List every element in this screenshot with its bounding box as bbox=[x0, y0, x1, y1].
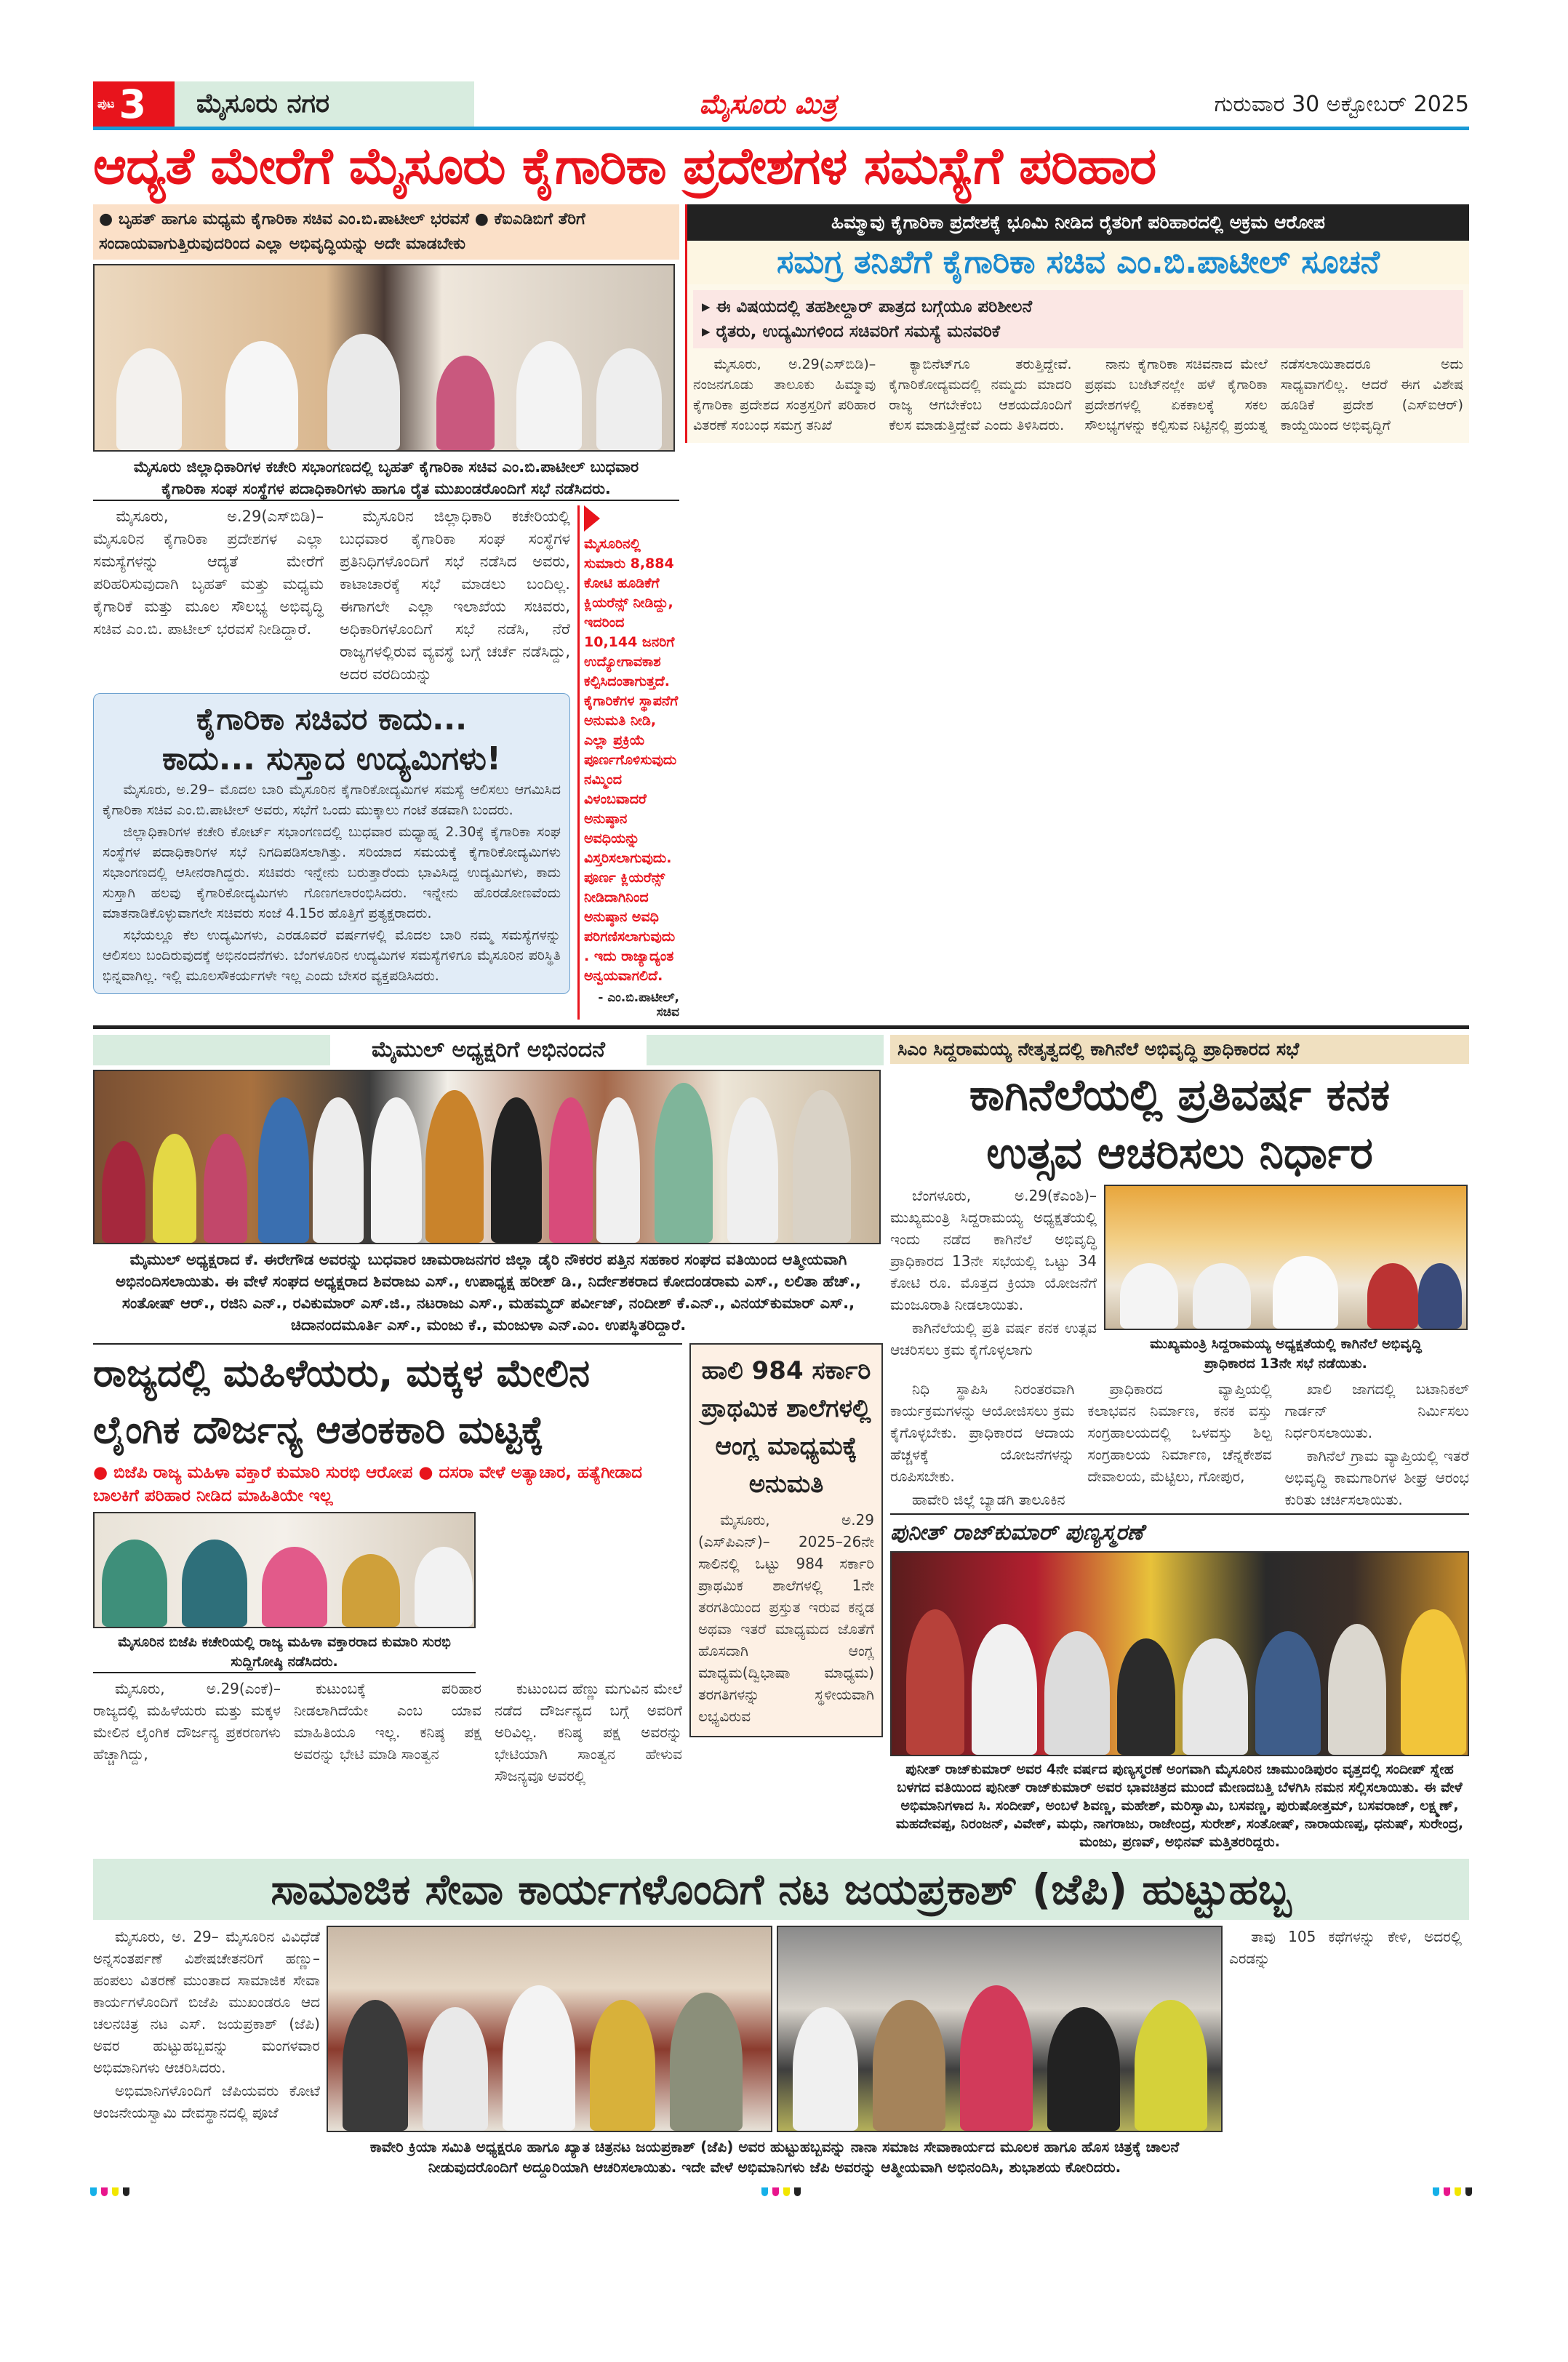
women-deck: ● ಬಿಜೆಪಿ ರಾಜ್ಯ ಮಹಿಳಾ ವಕ್ತಾರೆ ಕುಮಾರಿ ಸುರಭಿ ಆರೋಪ ● ದಸರಾ ವೇಳೆ ಅತ್ಯಾಚಾರ, ಹತ್ಯೆಗೀಡಾದ ಬಾಲಕಿಗೆ ಪರಿಹಾರ ನೀಡಿದ ಮಾಹಿತಿಯೇ ಇಲ್ಲ bbox=[93, 1463, 643, 1505]
schools-paragraph: ಮೈಸೂರು, ಅ.29 (ಎಸ್‌ಪಿಎನ್)– 2025–26ನೇ ಸಾಲಿನಲ್ಲಿ ಒಟ್ಟು 984 ಸರ್ಕಾರಿ ಪ್ರಾಥಮಿಕ ಶಾಲೆಗಳಲ್ಲಿ 1ನೇ ತರಗತಿಯಿಂದ ಪ್ರಸ್ತುತ ಇರುವ ಕನ್ನಡ ಅಥವಾ ಇತರೆ ಮಾಧ್ಯಮದ ಜೊತೆಗೆ ಹೊಸದಾಗಿ ಆಂಗ್ಲ ಮಾಧ್ಯಮ(ದ್ವಿಭಾಷಾ ಮಾಧ್ಯಮ) ತರಗತಿಗಳನ್ನು ಸ್ಥಳೀಯವಾಗಿ ಲಭ್ಯವಿರುವ bbox=[698, 1511, 874, 1725]
jp-body bbox=[93, 1926, 320, 2125]
women-paragraph: ಕುಟುಂಬದ ಹೆಣ್ಣು ಮಗುವಿನ ಮೇಲೆ ನಡೆದ ದೌರ್ಜನ್ಯದ ಬಗ್ಗೆ ಅವರಿಗೆ ಅರಿವಿಲ್ಲ. ಕನಿಷ್ಠ ಪಕ್ಷ ಅವರನ್ನು ಭೇಟಿಯಾಗಿ ಸಾಂತ್ವನ ಹೇಳುವ ಸೌಜನ್ಯವೂ ಅವರಲ್ಲಿ bbox=[495, 1680, 682, 1785]
himmavu-bullet: ▸ ರೈತರು, ಉದ್ಯಮಿಗಳಿಂದ ಸಚಿವರಿಗೆ ಸಮಸ್ಯೆ ಮನವರಿಕೆ bbox=[702, 322, 1000, 341]
jp-headline: ಸಾಮಾಜಿಕ ಸೇವಾ ಕಾರ್ಯಗಳೊಂದಿಗೆ ನಟ ಜಯಪ್ರಕಾಶ್ (ಜೆಪಿ) ಹುಟ್ಟುಹಬ್ಬ bbox=[93, 1859, 1469, 1920]
pullquote-attribution: - ಎಂ.ಬಿ.ಪಾಟೀಲ್, ಸಚಿವ bbox=[598, 990, 679, 1020]
mymul-photo bbox=[93, 1070, 881, 1244]
sidebar-paragraph: ಮೈಸೂರು, ಅ.29– ಮೊದಲ ಬಾರಿ ಮೈಸೂರಿನ ಕೈಗಾರಿಕೋದ್ಯಮಿಗಳ ಸಮಸ್ಯೆ ಆಲಿಸಲು ಆಗಮಿಸಿದ ಕೈಗಾರಿಕಾ ಸಚಿವ ಎಂ.ಬಿ.ಪಾಟೀಲ್ ಅವರು, ಸಭೆಗೆ ಒಂದು ಮುಕ್ಕಾಲು ಗಂಟೆ ತಡವಾಗಿ ಬಂದರು. bbox=[103, 782, 561, 818]
puneeth-caption: ಪುನೀತ್ ರಾಜ್‌ಕುಮಾರ್ ಅವರ 4ನೇ ವರ್ಷದ ಪುಣ್ಯಸ್ಮರಣೆ ಅಂಗವಾಗಿ ಮೈಸೂರಿನ ಚಾಮುಂಡಿಪುರಂ ವೃತ್ತದಲ್ಲಿ ಸಂದೀಪ್ ಸ್ನೇಹ ಬಳಗದ ವತಿಯಿಂದ ಪುನೀತ್ ರಾಜ್‌ಕುಮಾರ್ ಅವರ ಭಾವಚಿತ್ರದ ಮುಂದೆ ಮೇಣದಬತ್ತಿ ಬೆಳಗಿಸಿ ನಮನ ಸಲ್ಲಿಸಲಾಯಿತು. ಈ ವೇಳೆ ಅಭಿಮಾನಿಗಳಾದ ಸಿ. ಸಂದೀಪ್, ಅಂಬಳೆ ಶಿವಣ್ಣ, ಮಹೇಶ್, ಮರಿಸ್ವಾಮಿ, ಬಸವಣ್ಣ, ಪುರುಷೋತ್ತಮ್, ಬಸವರಾಜ್, ಲಕ್ಷ್ಮಣ್, ಮಹದೇವಪ್ಪ, ನಿರಂಜನ್, ವಿವೇಕ್, ಮಧು, ನಾಗರಾಜು, ರಾಜೇಂದ್ರ, ಸುರೇಶ್, ಸಂತೋಷ್, ನಾರಾಯಣಪ್ಪ, ಧನುಷ್, ಸುರೇಂದ್ರ, ಮಂಜು, ಪ್ರಣವ್, ಅಭಿನವ್ ಮತ್ತಿತರರಿದ್ದರು. bbox=[895, 1761, 1464, 1850]
kaginele-paragraph: ನಿಧಿ ಸ್ಥಾಪಿಸಿ ನಿರಂತರವಾಗಿ ಕಾರ್ಯಕ್ರಮಗಳನ್ನು ಆಯೋಜಿಸಲು ಕ್ರಮ ಕೈಗೊಳ್ಳಬೇಕು. ಪ್ರಾಧಿಕಾರದ ಆದಾಯ ಹೆಚ್ಚಳಕ್ಕೆ ಯೋಜನೆಗಳನ್ನು ರೂಪಿಸಬೇಕು. bbox=[890, 1380, 1075, 1485]
schools-headline: ಹಾಲಿ 984 ಸರ್ಕಾರಿ ಪ್ರಾಥಮಿಕ ಶಾಲೆಗಳಲ್ಲಿ ಆಂಗ್ಲ ಮಾಧ್ಯಮಕ್ಕೆ ಅನುಮತಿ bbox=[701, 1356, 871, 1499]
jp-paragraph: ಮೈಸೂರು, ಅ. 29– ಮೈಸೂರಿನ ವಿವಿಧೆಡೆ ಅನ್ನಸಂತರ್ಪಣೆ ವಿಶೇಷಚೇತನರಿಗೆ ಹಣ್ಣು–ಹಂಪಲು ವಿತರಣೆ ಮುಂತಾದ ಸಾಮಾಜಿಕ ಸೇವಾ ಕಾರ್ಯಗಳೊಂದಿಗೆ ಬಿಜೆಪಿ ಮುಖಂಡರೂ ಆದ ಚಲನಚಿತ್ರ ನಟ ಎಸ್. ಜಯಪ್ರಕಾಶ್ (ಜೆಪಿ) ಅವರ ಹುಟ್ಟುಹಬ್ಬವನ್ನು ಮಂಗಳವಾರ ಅಭಿಮಾನಿಗಳು ಆಚರಿಸಿದರು. bbox=[93, 1928, 320, 2076]
sidebar-box bbox=[93, 693, 570, 994]
mymul-header-bar bbox=[93, 1035, 884, 1065]
lead-photo bbox=[93, 264, 675, 452]
puneeth-header: ಪುನೀತ್ ರಾಜ್‌ಕುಮಾರ್ ಪುಣ್ಯಸ್ಮರಣೆ bbox=[890, 1520, 1143, 1545]
kaginele-body bbox=[890, 1378, 1469, 1515]
women-paragraph: ಕುಟುಂಬಕ್ಕೆ ಪರಿಹಾರ ನೀಡಲಾಗಿದೆಯೇ ಎಂಬ ಯಾವ ಮಾಹಿತಿಯೂ ಇಲ್ಲ. ಕನಿಷ್ಠ ಪಕ್ಷ ಅವರನ್ನು ಭೇಟಿ ಮಾಡಿ ಸಾಂತ್ವನ bbox=[294, 1680, 481, 1763]
schools-box bbox=[689, 1343, 883, 1737]
kaginele-photo-caption: ಮುಖ್ಯಮಂತ್ರಿ ಸಿದ್ದರಾಮಯ್ಯ ಅಧ್ಯಕ್ಷತೆಯಲ್ಲಿ ಕಾಗಿನೆಲೆ ಅಭಿವೃದ್ಧಿ ಪ್ರಾಧಿಕಾರದ 13ನೇ ಸಭೆ ನಡೆಯಿತು. bbox=[1150, 1336, 1422, 1372]
lead-headline: ಆದ್ಯತೆ ಮೇರೆಗೆ ಮೈಸೂರು ಕೈಗಾರಿಕಾ ಪ್ರದೇಶಗಳ ಸಮಸ್ಯೆಗೆ ಪರಿಹಾರ bbox=[93, 136, 1156, 196]
himmavu-bullets bbox=[693, 290, 1463, 348]
sidebar-paragraph: ಸಭೆಯಲ್ಲೂ ಕೆಲ ಉದ್ಯಮಿಗಳು, ಎರಡೂವರೆ ವರ್ಷಗಳಲ್ಲಿ ಮೊದಲ ಬಾರಿ ನಮ್ಮ ಸಮಸ್ಯೆಗಳನ್ನು ಆಲಿಸಲು ಬಂದಿರುವುದಕ್ಕೆ ಅಭಿನಂದನೆಗಳು. ಬೆಂಗಳೂರಿನ ಉದ್ಯಮಿಗಳ ಸಮಸ್ಯೆಗಳಿಗೂ ಮೈಸೂರಿನ ಪರಿಸ್ಥಿತಿ ಭಿನ್ನವಾಗಿಲ್ಲ. ಇಲ್ಲಿ ಮೂಲಸೌಕರ್ಯಗಳೇ ಇಲ್ಲ ಎಂದು ಬೇಸರ ವ್ಯಕ್ತಪಡಿಸಿದರು. bbox=[103, 927, 561, 984]
mymul-header: ಮೈಮುಲ್ ಅಧ್ಯಕ್ಷರಿಗೆ ಅಭಿನಂದನೆ bbox=[372, 1037, 605, 1062]
registration-marks bbox=[1433, 2187, 1472, 2196]
himmavu-headline: ಸಮಗ್ರ ತನಿಖೆಗೆ ಕೈಗಾರಿಕಾ ಸಚಿವ ಎಂ.ಬಿ.ಪಾಟೀಲ್ ಸೂಚನೆ bbox=[687, 241, 1469, 284]
kaginele-paragraph: ಖಾಲಿ ಜಾಗದಲ್ಲಿ ಬಟಾನಿಕಲ್ ಗಾರ್ಡನ್ ನಿರ್ಮಿಸಲು ನಿರ್ಧರಿಸಲಾಯಿತು. bbox=[1284, 1380, 1469, 1441]
middle-row bbox=[93, 1035, 1469, 1851]
lead-row bbox=[93, 204, 1469, 1020]
kaginele-headline-1: ಕಾಗಿನೆಲೆಯಲ್ಲಿ ಪ್ರತಿವರ್ಷ ಕನಕ bbox=[969, 1070, 1391, 1121]
kaginele-paragraph: ಕಾಗಿನೆಲೆ ಗ್ರಾಮ ವ್ಯಾಪ್ತಿಯಲ್ಲಿ ಇತರೆ ಅಭಿವೃದ್ಧಿ ಕಾಮಗಾರಿಗಳ ಶೀಘ್ರ ಆರಂಭ ಕುರಿತು ಚರ್ಚಿಸಲಾಯಿತು. bbox=[1284, 1447, 1469, 1508]
puneeth-photo bbox=[890, 1551, 1469, 1756]
kaginele-kicker: ಸಿಎಂ ಸಿದ್ದರಾಮಯ್ಯ ನೇತೃತ್ವದಲ್ಲಿ ಕಾಗಿನೆಲೆ ಅಭಿವೃದ್ಧಿ ಪ್ರಾಧಿಕಾರದ ಸಭೆ bbox=[890, 1035, 1469, 1064]
jp-paragraph: ತಾವು 105 ಕಥೆಗಳನ್ನು ಕೇಳಿ, ಅದರಲ್ಲಿ ಎರಡನ್ನು bbox=[1229, 1928, 1462, 1967]
jp-row bbox=[93, 1926, 1469, 2177]
women-headline-2: ಲೈಂಗಿಕ ದೌರ್ಜನ್ಯ ಆತಂಕಕಾರಿ ಮಟ್ಟಕ್ಕೆ bbox=[93, 1409, 544, 1452]
kaginele-paragraph: ಪ್ರಾಧಿಕಾರದ ವ್ಯಾಪ್ತಿಯಲ್ಲಿ ಕಲಾಭವನ ನಿರ್ಮಾಣ, ಕನಕ ವಸ್ತು ಸಂಗ್ರಹಾಲಯದಲ್ಲಿ ಒಳವಸ್ತು ಶಿಲ್ಪ ಸಂಗ್ರಹಾಲಯ ನಿರ್ಮಾಣ, ಚೆನ್ನಕೇಶವ ದೇವಾಲಯ, ಮೆಟ್ಟಿಲು, ಗೋಪುರ, bbox=[1087, 1380, 1272, 1485]
kaginele-headline-2: ಉತ್ಸವ ಆಚರಿಸಲು ನಿರ್ಧಾರ bbox=[986, 1128, 1373, 1179]
sidebar-headline-2: ಕಾದು... ಸುಸ್ತಾದ ಉದ್ಯಮಿಗಳು! bbox=[161, 740, 501, 777]
himmavu-paragraph: ಮೈಸೂರು, ಅ.29(ಎಸ್‌ಬಿಡಿ)– ನಂಜನಗೂಡು ತಾಲೂಕು ಹಿಮ್ಮಾವು ಕೈಗಾರಿಕಾ ಪ್ರದೇಶದ ಸಂತ್ರಸ್ತರಿಗೆ ಪರಿಹಾರ ವಿತರಣೆ ಸಂಬಂಧ ಸಮಗ್ರ ತನಿಖೆ bbox=[693, 356, 876, 433]
lead-continued-paragraph: ನಾನು ಕೈಗಾರಿಕಾ ಸಚಿವನಾದ ಮೇಲೆ ಪ್ರಥಮ ಬಜೆಟ್‌ನಲ್ಲೇ ಹಳೆ ಕೈಗಾರಿಕಾ ಪ್ರದೇಶಗಳಲ್ಲಿ ಏಕಕಾಲಕ್ಕೆ ಸಕಲ ಸೌಲಭ್ಯಗಳನ್ನು ಕಲ್ಪಿಸುವ ನಿಟ್ಟಿನಲ್ಲಿ ಪ್ರಯತ್ನ ನಡೆಸಲಾಯಿತಾದರೂ ಅದು ಸಾಧ್ಯವಾಗಲಿಲ್ಲ. ಆದರೆ ಈಗ ವಿಶೇಷ ಹೂಡಿಕೆ ಪ್ರದೇಶ (ಎಸ್‌ಐಆರ್) ಕಾಯ್ದೆಯಿಂದ ಅಭಿವೃದ್ಧಿಗೆ bbox=[1084, 356, 1463, 433]
women-photo bbox=[93, 1512, 476, 1628]
lead-photo-caption: ಮೈಸೂರು ಜಿಲ್ಲಾಧಿಕಾರಿಗಳ ಕಚೇರಿ ಸಭಾಂಗಣದಲ್ಲಿ ಬೃಹತ್ ಕೈಗಾರಿಕಾ ಸಚಿವ ಎಂ.ಬಿ.ಪಾಟೀಲ್ ಬುಧವಾರ ಕೈಗಾರಿಕಾ ಸಂಘ ಸಂಸ್ಥೆಗಳ ಪದಾಧಿಕಾರಿಗಳು ಹಾಗೂ ರೈತ ಮುಖಂಡರೊಂದಿಗೆ ಸಭೆ ನಡೆಸಿದರು. bbox=[93, 456, 679, 501]
lead-body bbox=[93, 505, 570, 686]
kaginele-paragraph: ಹಾವೇರಿ ಜಿಲ್ಲೆ ಬ್ಯಾಡಗಿ ತಾಲೂಕಿನ bbox=[912, 1491, 1065, 1508]
mymul-caption: ಮೈಮುಲ್ ಅಧ್ಯಕ್ಷರಾದ ಕೆ. ಈರೇಗೌಡ ಅವರನ್ನು ಬುಧವಾರ ಚಾಮರಾಜನಗರ ಜಿಲ್ಲಾ ಡೈರಿ ನೌಕರರ ಪತ್ತಿನ ಸಹಕಾರ ಸಂಘದ ವತಿಯಿಂದ ಆತ್ಮೀಯವಾಗಿ ಅಭಿನಂದಿಸಲಾಯಿತು. ಈ ವೇಳೆ ಸಂಘದ ಅಧ್ಯಕ್ಷರಾದ ಶಿವರಾಜು ಎಸ್., ಉಪಾಧ್ಯಕ್ಷ ಹರೀಶ್ ಡಿ., ನಿರ್ದೇಶಕರಾದ ಕೋದಂಡರಾಮ ಎಸ್., ಲಲಿತಾ ಹೆಚ್., ಸಂತೋಷ್ ಆರ್., ರಜಿನಿ ಎನ್., ರವಿಕುಮಾರ್ ಎಸ್.ಜಿ., ನಟರಾಜು ಎಸ್., ಮಹಮ್ಮದ್ ಪರ್ವೀಜ್, ನಂದೀಶ್ ಕೆ.ಎನ್., ವಿನಯ್‌ಕುಮಾರ್ ಎಸ್., ಚಿದಾನಂದಮೂರ್ತಿ ಎಸ್., ಮಂಜು ಕೆ., ಮಂಜುಳಾ ಎನ್.ಎಂ. ಉಪಸ್ಥಿತರಿದ್ದಾರೆ. bbox=[116, 1251, 861, 1334]
section-label: ಮೈಸೂರು ನಗರ bbox=[175, 81, 474, 127]
newspaper-page bbox=[93, 0, 1469, 2177]
page-label: ಪುಟ bbox=[97, 97, 115, 111]
himmavu-bullet: ▸ ಈ ವಿಷಯದಲ್ಲಿ ತಹಶೀಲ್ದಾರ್ ಪಾತ್ರದ ಬಗ್ಗೆಯೂ ಪರಿಶೀಲನೆ bbox=[702, 297, 1033, 316]
registration-marks bbox=[90, 2187, 129, 2196]
jp-paragraph: ಅಭಿಮಾನಿಗಳೊಂದಿಗೆ ಜೆಪಿಯವರು ಕೋಟೆ ಆಂಜನೇಯಸ್ವಾಮಿ ದೇವಸ್ಥಾನದಲ್ಲಿ ಪೂಜೆ bbox=[93, 2082, 320, 2121]
himmavu-kicker: ಹಿಮ್ಮಾವು ಕೈಗಾರಿಕಾ ಪ್ರದೇಶಕ್ಕೆ ಭೂಮಿ ನೀಡಿದ ರೈತರಿಗೆ ಪರಿಹಾರದಲ್ಲಿ ಅಕ್ರಮ ಆರೋಪ bbox=[687, 204, 1469, 241]
lead-paragraph: ಮೈಸೂರು, ಅ.29(ಎಸ್‌ಬಿಡಿ)– ಮೈಸೂರಿನ ಕೈಗಾರಿಕಾ ಪ್ರದೇಶಗಳ ಎಲ್ಲಾ ಸಮಸ್ಯೆಗಳನ್ನು ಆದ್ಯತೆ ಮೇರೆಗೆ ಪರಿಹರಿಸುವುದಾಗಿ ಬೃಹತ್ ಮತ್ತು ಮಧ್ಯಮ ಕೈಗಾರಿಕೆ ಮತ್ತು ಮೂಲ ಸೌಲಭ್ಯ ಅಭಿವೃದ್ಧಿ ಸಚಿವ ಎಂ.ಬಿ. ಪಾಟೀಲ್ ಭರವಸೆ ನೀಡಿದ್ದಾರೆ. bbox=[93, 508, 324, 638]
kaginele-paragraph: ಬೆಂಗಳೂರು, ಅ.29(ಕೆಎಂಶಿ)– ಮುಖ್ಯಮಂತ್ರಿ ಸಿದ್ದರಾಮಯ್ಯ ಅಧ್ಯಕ್ಷತೆಯಲ್ಲಿ ಇಂದು ನಡೆದ ಕಾಗಿನೆಲೆ ಅಭಿವೃದ್ಧಿ ಪ್ರಾಧಿಕಾರದ 13ನೇ ಸಭೆಯಲ್ಲಿ ಒಟ್ಟು 34 ಕೋಟಿ ರೂ. ಮೊತ್ತದ ಕ್ರಿಯಾ ಯೋಜನೆಗೆ ಮಂಜೂರಾತಿ ನೀಡಲಾಯಿತು. bbox=[890, 1187, 1097, 1313]
kaginele-paragraph: ಕಾಗಿನೆಲೆಯಲ್ಲಿ ಪ್ರತಿ ವರ್ಷ ಕನಕ ಉತ್ಸವ ಆಚರಿಸಲು ಕ್ರಮ ಕೈಗೊಳ್ಳಲಾಗು bbox=[890, 1319, 1097, 1358]
jp-right-column bbox=[1229, 1926, 1462, 1971]
women-story bbox=[93, 1343, 682, 1787]
himmavu-block bbox=[685, 204, 1469, 443]
women-paragraph: ಮೈಸೂರು, ಅ.29(ಎಂಕೆ)– ರಾಜ್ಯದಲ್ಲಿ ಮಹಿಳೆಯರು ಮತ್ತು ಮಕ್ಕಳ ಮೇಲಿನ ಲೈಂಗಿಕ ದೌರ್ಜನ್ಯ ಪ್ರಕರಣಗಳು ಹೆಚ್ಚಾಗಿದ್ದು, bbox=[93, 1680, 281, 1763]
newspaper-logo: ಮೈಸೂರು ಮಿತ್ರ bbox=[699, 87, 837, 120]
issue-date: ಗುರುವಾರ 30 ಅಕ್ಟೋಬರ್ 2025 bbox=[1214, 91, 1469, 117]
page-number-badge bbox=[93, 81, 175, 127]
pullquote-arrow-icon bbox=[584, 505, 600, 532]
jp-photo-2 bbox=[777, 1926, 1223, 2132]
women-headline-1: ರಾಜ್ಯದಲ್ಲಿ ಮಹಿಳೆಯರು, ಮಕ್ಕಳ ಮೇಲಿನ bbox=[93, 1352, 591, 1396]
registration-marks-row bbox=[90, 2187, 1472, 2196]
lead-paragraph: ಮೈಸೂರಿನ ಜಿಲ್ಲಾಧಿಕಾರಿ ಕಚೇರಿಯಲ್ಲಿ ಬುಧವಾರ ಕೈಗಾರಿಕಾ ಸಂಘ ಸಂಸ್ಥೆಗಳ ಪ್ರತಿನಿಧಿಗಳೊಂದಿಗೆ ಸಭೆ ನಡೆಸಿದ ಅವರು, ಕಾಟಾಚಾರಕ್ಕೆ ಸಭೆ ಮಾಡಲು ಬಂದಿಲ್ಲ. ಈಗಾಗಲೇ ಎಲ್ಲಾ ಇಲಾಖೆಯ ಸಚಿವರು, ಅಧಿಕಾರಿಗಳೊಂದಿಗೆ ಸಭೆ ನಡೆಸಿ, ನೆರೆ ರಾಜ್ಯಗಳಲ್ಲಿರುವ ವ್ಯವಸ್ಥೆ ಬಗ್ಗೆ ಚರ್ಚೆ ನಡೆಸಿದ್ದು, ಅದರ ವರದಿಯನ್ನು bbox=[340, 508, 570, 683]
pullquote-text: ಮೈಸೂರಿನಲ್ಲಿ ಸುಮಾರು 8,884 ಕೋಟಿ ಹೂಡಿಕೆಗೆ ಕ್ಲಿಯರೆನ್ಸ್ ನೀಡಿದ್ದು, ಇದರಿಂದ 10,144 ಜನರಿಗೆ ಉದ್ಯೋಗಾವಕಾಶ ಕಲ್ಪಿಸಿದಂತಾಗುತ್ತದೆ. ಕೈಗಾರಿಕೆಗಳ ಸ್ಥಾಪನೆಗೆ ಅನುಮತಿ ನೀಡಿ, ಎಲ್ಲಾ ಪ್ರಕ್ರಿಯೆ ಪೂರ್ಣಗೊಳಿಸುವುದು ನಮ್ಮಿಂದ ವಿಳಂಬವಾದರೆ ಅನುಷ್ಠಾನ ಅವಧಿಯನ್ನು ವಿಸ್ತರಿಸಲಾಗುವುದು. ಪೂರ್ಣ ಕ್ಲಿಯರೆನ್ಸ್ ನೀಡಿದಾಗಿನಿಂದ ಅನುಷ್ಠಾನ ಅವಧಿ ಪರಿಗಣಿಸಲಾಗುವುದು. ಇದು ರಾಜ್ಯಾದ್ಯಂತ ಅನ್ವಯವಾಗಲಿದೆ. bbox=[584, 536, 679, 984]
masthead bbox=[93, 81, 1469, 130]
kaginele-lead bbox=[890, 1185, 1097, 1362]
jp-photo-1 bbox=[327, 1926, 772, 2132]
lead-continued-paragraph: ಕ್ಯಾಬಿನೆಟ್‌ಗೂ ತರುತ್ತಿದ್ದೇವೆ. ಕೈಗಾರಿಕೋದ್ಯಮದಲ್ಲಿ ನಮ್ಮದು ಮಾದರಿ ರಾಜ್ಯ ಆಗಬೇಕೆಂಬ ಆಶಯದೊಂದಿಗೆ ಕೆಲಸ ಮಾಡುತ್ತಿದ್ದೇವೆ ಎಂದು ತಿಳಿಸಿದರು. bbox=[889, 356, 1072, 433]
sidebar-headline-1: ಕೈಗಾರಿಕಾ ಸಚಿವರ ಕಾದು... bbox=[196, 701, 468, 737]
lead-deck: ● ಬೃಹತ್ ಹಾಗೂ ಮಧ್ಯಮ ಕೈಗಾರಿಕಾ ಸಚಿವ ಎಂ.ಬಿ.ಪಾಟೀಲ್ ಭರವಸೆ ● ಕೆಐಎಡಿಬಿಗೆ ತೆರಿಗೆ ಸಂದಾಯವಾಗುತ್ತಿರುವುದರಿಂದ ಎಲ್ಲಾ ಅಭಿವೃದ್ಧಿಯನ್ನು ಅದೇ ಮಾಡಬೇಕು bbox=[93, 204, 679, 260]
page-number: 3 bbox=[119, 81, 147, 127]
kaginele-photo bbox=[1104, 1185, 1468, 1330]
lead-left-column bbox=[93, 204, 679, 1020]
women-body bbox=[93, 1678, 682, 1787]
registration-marks bbox=[761, 2187, 801, 2196]
jp-caption: ಕಾವೇರಿ ಕ್ರಿಯಾ ಸಮಿತಿ ಅಧ್ಯಕ್ಷರೂ ಹಾಗೂ ಖ್ಯಾತ ಚಿತ್ರನಟ ಜಯಪ್ರಕಾಶ್ (ಜೆಪಿ) ಅವರ ಹುಟ್ಟುಹಬ್ಬವನ್ನು ನಾನಾ ಸಮಾಜ ಸೇವಾಕಾರ್ಯದ ಮೂಲಕ ಹಾಗೂ ಹೊಸ ಚಿತ್ರಕ್ಕೆ ಚಾಲನೆ ನೀಡುವುದರೊಂದಿಗೆ ಅದ್ದೂರಿಯಾಗಿ ಆಚರಿಸಲಾಯಿತು. ಇದೇ ವೇಳೆ ಅಭಿಮಾನಿಗಳು ಜೆಪಿ ಅವರನ್ನು ಆತ್ಮೀಯವಾಗಿ ಅಭಿನಂದಿಸಿ, ಶುಭಾಶಯ ಕೋರಿದರು. bbox=[369, 2138, 1180, 2176]
women-photo-caption: ಮೈಸೂರಿನ ಬಿಜೆಪಿ ಕಚೇರಿಯಲ್ಲಿ ರಾಜ್ಯ ಮಹಿಳಾ ವಕ್ತಾರರಾದ ಕುಮಾರಿ ಸುರಭಿ ಸುದ್ದಿಗೋಷ್ಠಿ ನಡೆಸಿದರು. bbox=[93, 1633, 476, 1673]
pullquote bbox=[577, 505, 679, 1020]
section-divider bbox=[93, 1025, 1469, 1029]
sidebar-paragraph: ಜಿಲ್ಲಾಧಿಕಾರಿಗಳ ಕಚೇರಿ ಕೋರ್ಟ್ ಸಭಾಂಗಣದಲ್ಲಿ ಬುಧವಾರ ಮಧ್ಯಾಹ್ನ 2.30ಕ್ಕೆ ಕೈಗಾರಿಕಾ ಸಂಘ ಸಂಸ್ಥೆಗಳ ಪದಾಧಿಕಾರಿಗಳ ಸಭೆ ನಿಗದಿಪಡಿಸಲಾಗಿತ್ತು. ಸರಿಯಾದ ಸಮಯಕ್ಕೆ ಕೈಗಾರಿಕೋದ್ಯಮಿಗಳು ಸಭಾಂಗಣದಲ್ಲಿ ಆಸೀನರಾಗಿದ್ದರು. ಸಚಿವರು ಇನ್ನೇನು ಬರುತ್ತಾರೆಂದು ಭಾವಿಸಿದ್ದ ಉದ್ಯಮಿಗಳು, ಕಾದು ಸುಸ್ತಾಗಿ ಹಲವು ಕೈಗಾರಿಕೋದ್ಯಮಿಗಳು ಗೊಣಗಲಾರಂಭಿಸಿದರು. ಇನ್ನೇನು ಹೊರಡೋಣವೆಂದು ಮಾತನಾಡಿಕೊಳ್ಳುವಾಗಲೇ ಸಚಿವರು ಸಂಜೆ 4.15ರ ಹೊತ್ತಿಗೆ ಪ್ರತ್ಯಕ್ಷರಾದರು. bbox=[103, 824, 561, 921]
